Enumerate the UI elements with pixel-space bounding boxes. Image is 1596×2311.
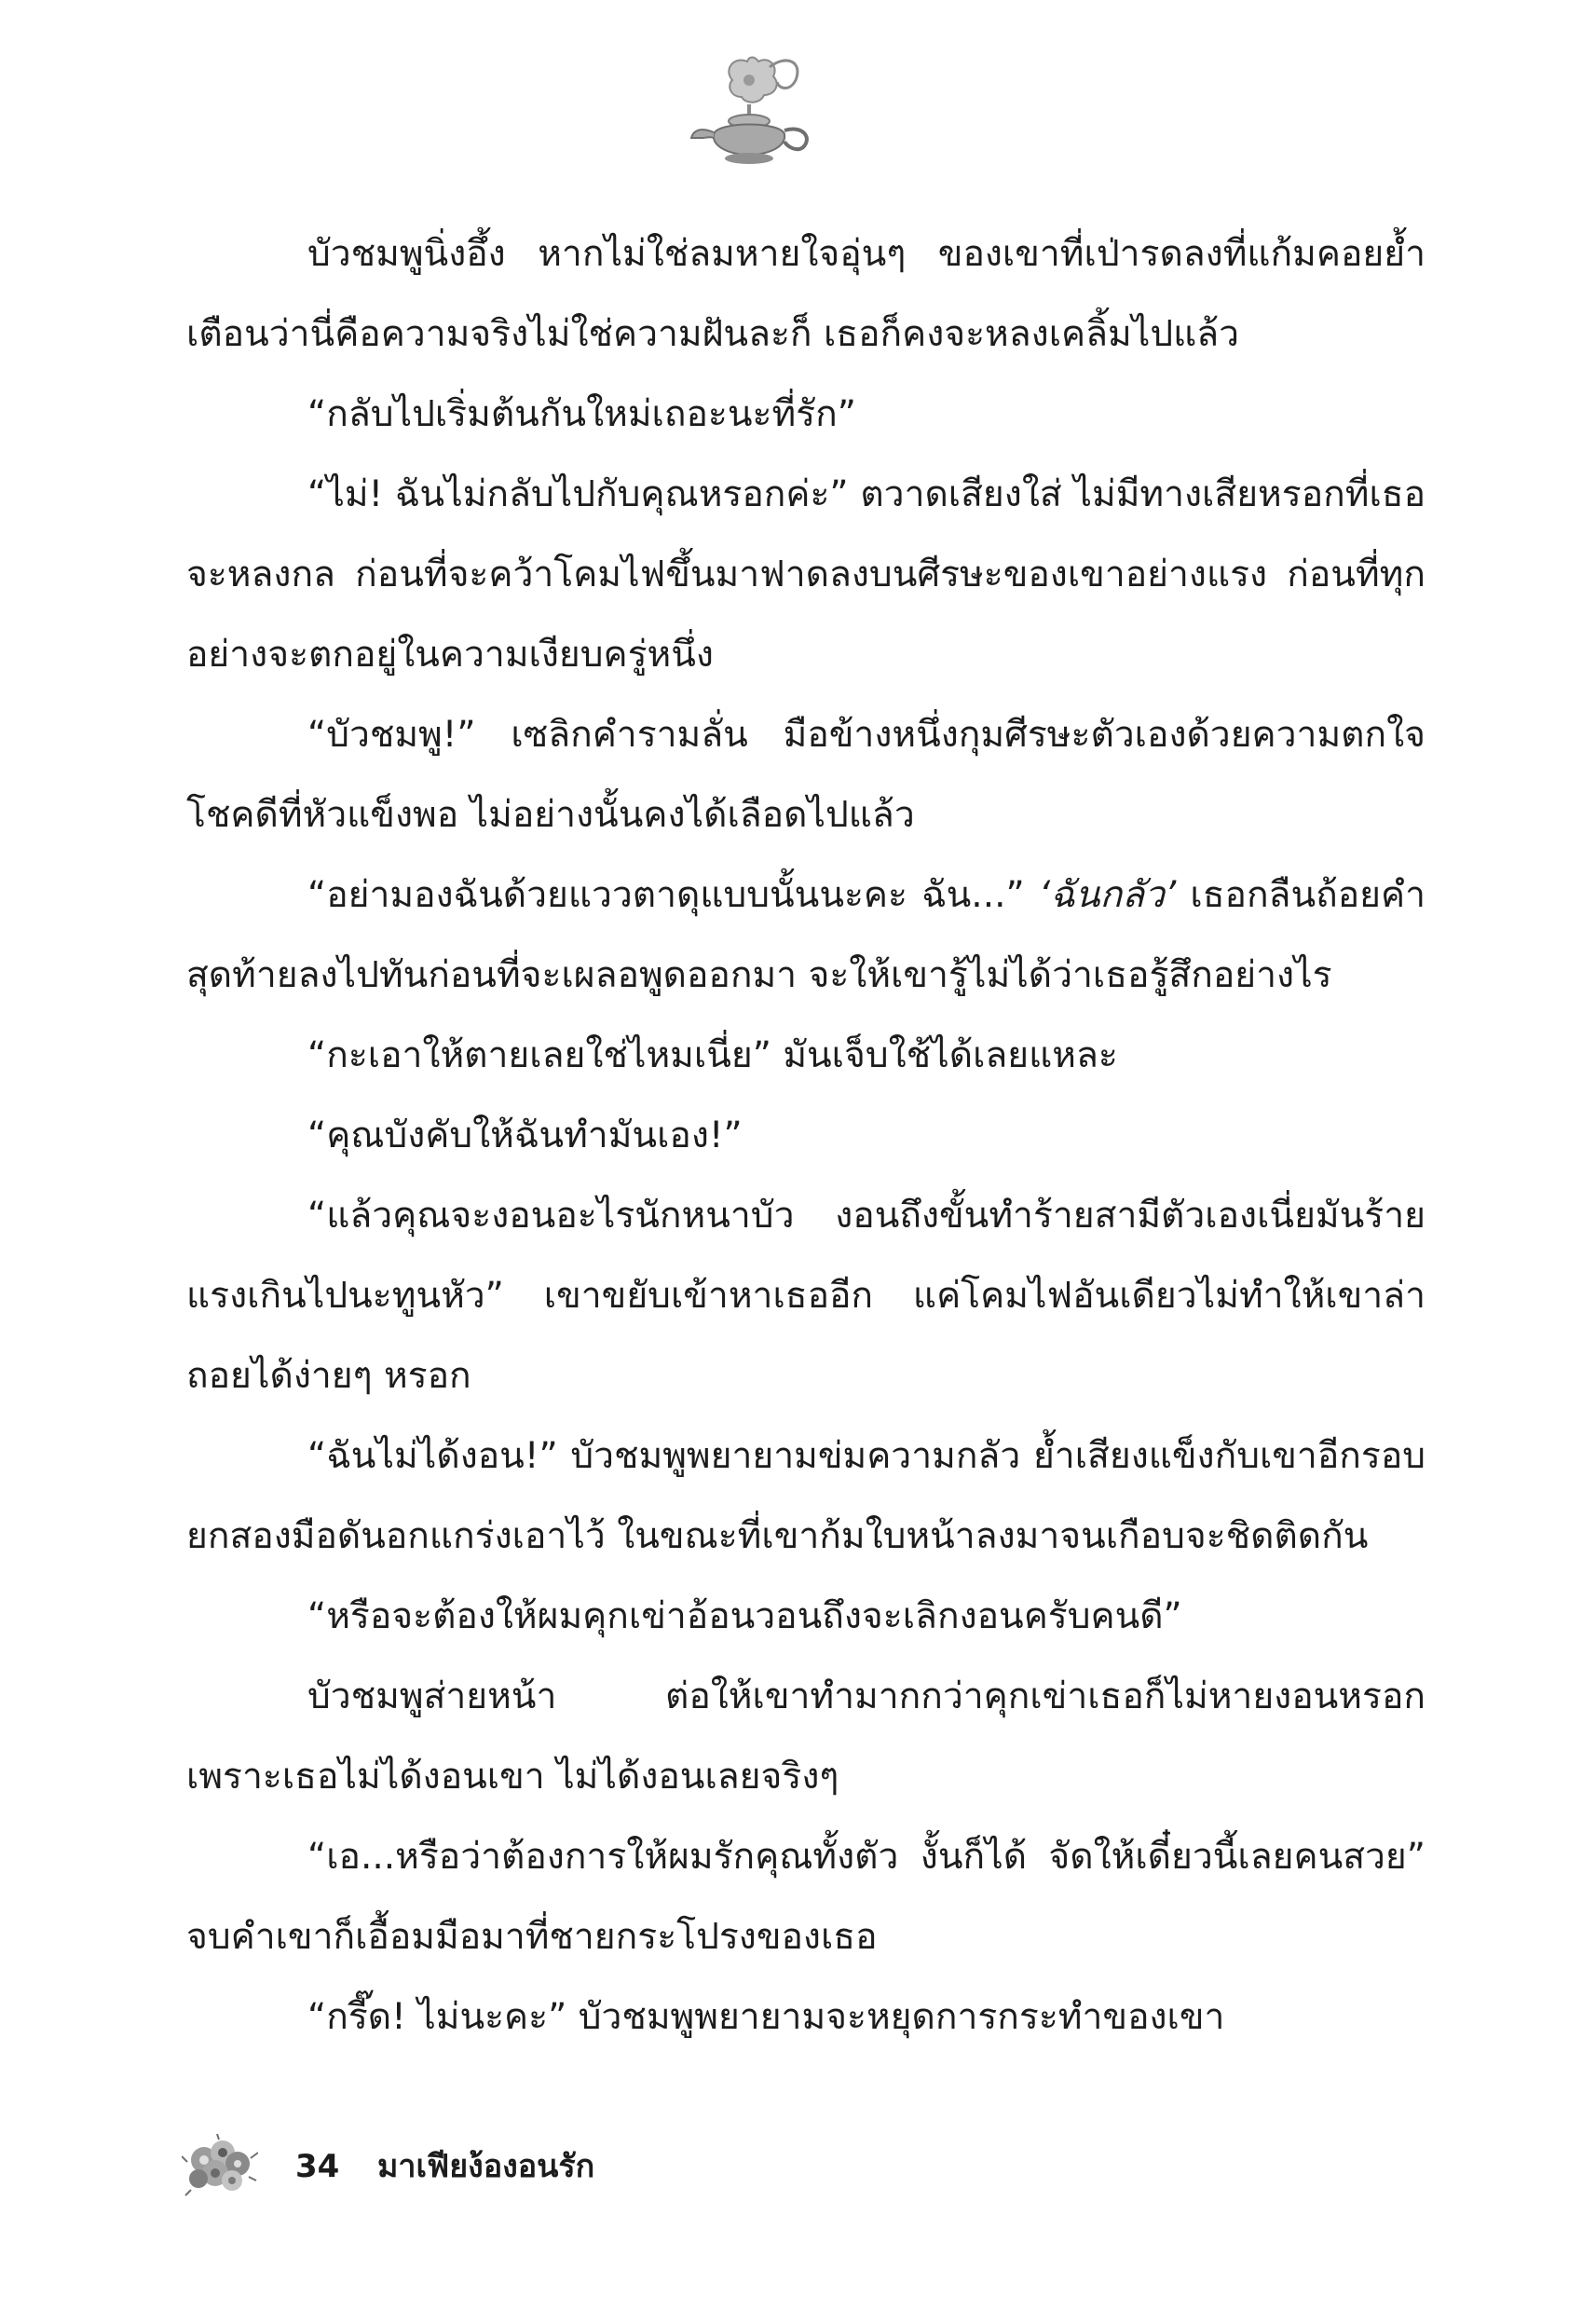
- paragraph-10: “หรือจะต้องให้ผมคุกเข่าอ้อนวอนถึงจะเลิกงอนครับคนดี”: [307, 1595, 1182, 1637]
- paragraph-5-end: เธอกลืนถ้อยคำสุดท้ายลงไปทันก่อนที่จะเผลอพูดออกมา จะให้เขารู้ไม่ได้ว่าเธอรู้สึกอย่างไร: [186, 874, 1425, 996]
- paragraph-5-italic: ‘ฉันกลัว’: [1038, 874, 1177, 916]
- paragraph-4: “บัวชมพู!” เซลิกคำรามลั่น มือข้างหนึ่งกุมศีรษะตัวเองด้วยความตกใจ โชคดีที่หัวแข็งพอ ไม่อย่างนั้นคงได้เลือดไปแล้ว: [186, 714, 1425, 836]
- page-number: 34: [295, 2148, 340, 2185]
- book-title: มาเฟียง้องอนรัก: [377, 2148, 595, 2185]
- paragraph-3: “ไม่! ฉันไม่กลับไปกับคุณหรอกค่ะ” ตวาดเสียงใส่ ไม่มีทางเสียหรอกที่เธอจะหลงกล ก่อนที่จะคว้าโคมไฟขึ้นมาฟาดลงบนศีรษะของเขาอย่างแรง ก่อนที่ทุกอย่างจะตกอยู่ในความเงียบครู่หนึ่ง: [186, 473, 1425, 676]
- paragraph-6: “กะเอาให้ตายเลยใช่ไหมเนี่ย” มันเจ็บใช้ได้เลยแหละ: [307, 1034, 1118, 1076]
- paragraph-5-start: “อย่ามองฉันด้วยแววตาดุแบบนั้นนะคะ ฉัน...”: [307, 874, 1039, 916]
- paragraph-8: “แล้วคุณจะงอนอะไรนักหนาบัว งอนถึงขั้นทำร้ายสามีตัวเองเนี่ยมันร้ายแรงเกินไปนะทูนหัว” เขาขยับเข้าหาเธออีก แค่โคมไฟอันเดียวไม่ทำให้เขาล่าถอยได้ง่ายๆ หรอก: [186, 1195, 1425, 1397]
- paragraph-12: “เอ...หรือว่าต้องการให้ผมรักคุณทั้งตัว งั้นก็ได้ จัดให้เดี๋ยวนี้เลยคนสวย” จบคำเขาก็เอื้อมมือมาที่ชายกระโปรงของเธอ: [186, 1836, 1425, 1958]
- paragraph-2: “กลับไปเริ่มต้นกันใหม่เถอะนะที่รัก”: [307, 393, 856, 435]
- genie-lamp-icon: [689, 48, 820, 170]
- paragraph-1: บัวชมพูนิ่งอึ้ง หากไม่ใช่ลมหายใจอุ่นๆ ของเขาที่เป่ารดลงที่แก้มคอยย้ำเตือนว่านี่คือความจริงไม่ใช่ความฝันละก็ เธอก็คงจะหลงเคลิ้มไปแล้ว: [186, 233, 1425, 355]
- paragraph-9: “ฉันไม่ได้งอน!” บัวชมพูพยายามข่มความกลัว ย้ำเสียงแข็งกับเขาอีกรอบ ยกสองมือดันอกแกร่งเอาไว้ ในขณะที่เขาก้มใบหน้าลงมาจนเกือบจะชิดติดกัน: [186, 1435, 1425, 1557]
- flower-bouquet-icon: [182, 2134, 258, 2199]
- page-footer: [182, 2134, 1020, 2199]
- paragraph-11: บัวชมพูส่ายหน้า ต่อให้เขาทำมากกว่าคุกเข่าเธอก็ไม่หายงอนหรอก เพราะเธอไม่ได้งอนเขา ไม่ได้งอนเลยจริงๆ: [186, 1675, 1425, 1798]
- paragraph-5: [186, 855, 1425, 1016]
- paragraph-7: “คุณบังคับให้ฉันทำมันเอง!”: [307, 1114, 743, 1156]
- paragraph-13: “กรี๊ด! ไม่นะคะ” บัวชมพูพยายามจะหยุดการกระทำของเขา: [307, 1996, 1225, 2038]
- story-text: [186, 214, 1425, 2058]
